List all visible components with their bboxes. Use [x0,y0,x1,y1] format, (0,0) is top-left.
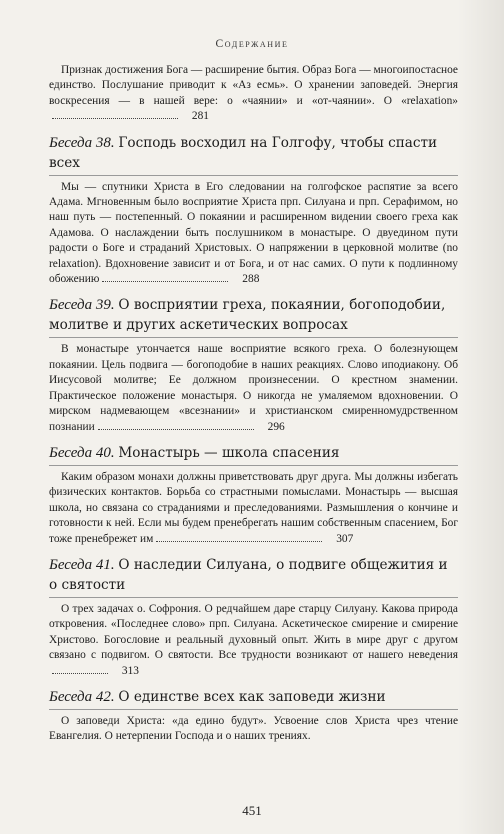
dot-leader [156,541,322,542]
page-edge-shadow [458,0,504,834]
toc-content [49,63,458,745]
entry-name: Господь восходил на Голгофу, чтобы спасти всех [49,134,438,171]
page-number: 307 [336,532,354,545]
toc-entry [49,133,458,288]
page-number: 313 [121,664,139,677]
entry-name: О единстве всех как заповеди жизни [118,688,386,705]
entry-title[interactable] [49,295,458,338]
entry-leader [49,664,139,679]
entry-title[interactable] [49,555,458,598]
entry-name: Монастырь — школа спасения [118,444,340,461]
toc-entry [49,295,458,434]
page-number: 296 [267,420,285,433]
entry-abstract-text: Каким образом монахи должны приветствовать друг друга. Мы должны избегать физических контактов. Борьба со страстными помыслами. Монастырь — высшая школа, но связана со страданиями и преследованиями. Размышления о кончине и готовности к ней. Если мы будем пренебрегать нашим собственным спасением, Бог тоже пренебрежет им [49,470,458,545]
entry-title[interactable] [49,443,458,466]
entry-abstract-text: О трех задачах о. Софрония. О редчайшем даре старцу Силуану. Какова природа откровения. «Последнее слово» прп. Силуана. Аскетическое смирение и смирение Христово. Богословие и реальный духовный опыт. Жить в мире друг с другом связано с подвигом. О святости. Все трудности возникают от нашего неведения [49,602,458,662]
toc-entry [49,687,458,745]
lead-abstract-text: Признак достижения Бога — расширение бытия. Образ Бога — многоипостасное единство. Послушание приводит к «Аз есмь». О хранении заповедей. Энергия воскресения — в нашей вере: о «чаянии» и «от-чаянии». О «relaxation» [49,64,458,107]
entry-name: О восприятии греха, покаянии, богоподобии, молитве и других аскетических вопросах [49,297,446,334]
page-number: 288 [242,273,260,286]
running-head: Содержание [215,38,289,50]
dot-leader [52,118,178,119]
entry-abstract-text: О заповеди Христа: «да едино будут». Усвоение слов Христа чрез чтение Евангелия. О нетерпении Господа и о наших трениях. [49,714,458,743]
lead-abstract-leader [49,109,209,124]
page-number: 281 [191,110,209,123]
entry-leader [99,272,259,287]
entry-abstract-text: Мы — спутники Христа в Его следовании на голгофское распятие за всего Адама. Мгновенным было восприятие Христа прп. Силуана и прп. Серафимом, но наш путь — постепенный. О покаянии и расширенном видении своего греха как Адамова. О наслаждении быть послушником в монастыре. О двуедином пути радости о Боге и страданий Христовых. О напряжении в церковной молитве (no relaxation). Вдохновение зависит и от Бога, и от нас самих. О пути к подлинному обожению [49,180,458,286]
dot-leader [52,673,108,674]
dot-leader [102,281,228,282]
entry-label: Беседа 40. [49,444,115,461]
page-folio: 451 [242,803,262,818]
entry-title[interactable] [49,133,458,176]
toc-entry [49,555,458,679]
entry-abstract-text: В монастыре утончается наше восприятие всякого греха. О болезнующем покаянии. Цель подвига — богоподобие в наших реакциях. Слово иподиакону. Об Иисусовой молитве; Ее должном произнесении. О крестном знамении. Практическое положение монастыря. О никогда не умаляемом вдохновении. О мирском надмевающем «всезнании» и христианском смиренномудрственном познании [49,343,458,433]
entry-label: Беседа 39. [49,297,115,314]
entry-label: Беседа 42. [49,688,115,705]
entry-title[interactable] [49,687,458,710]
entry-abstract [49,180,458,288]
entry-label: Беседа 41. [49,556,115,573]
dot-leader [98,429,254,430]
entry-abstract [49,342,458,434]
entry-name: О наследии Силуана, о подвиге общежития и о святости [49,556,448,593]
lead-abstract [49,63,458,125]
entry-leader [95,420,285,435]
toc-entry [49,443,458,547]
entry-abstract [49,602,458,679]
entry-abstract [49,470,458,547]
entry-leader [153,532,353,547]
entry-label: Беседа 38. [49,134,115,151]
entry-abstract [49,714,458,745]
